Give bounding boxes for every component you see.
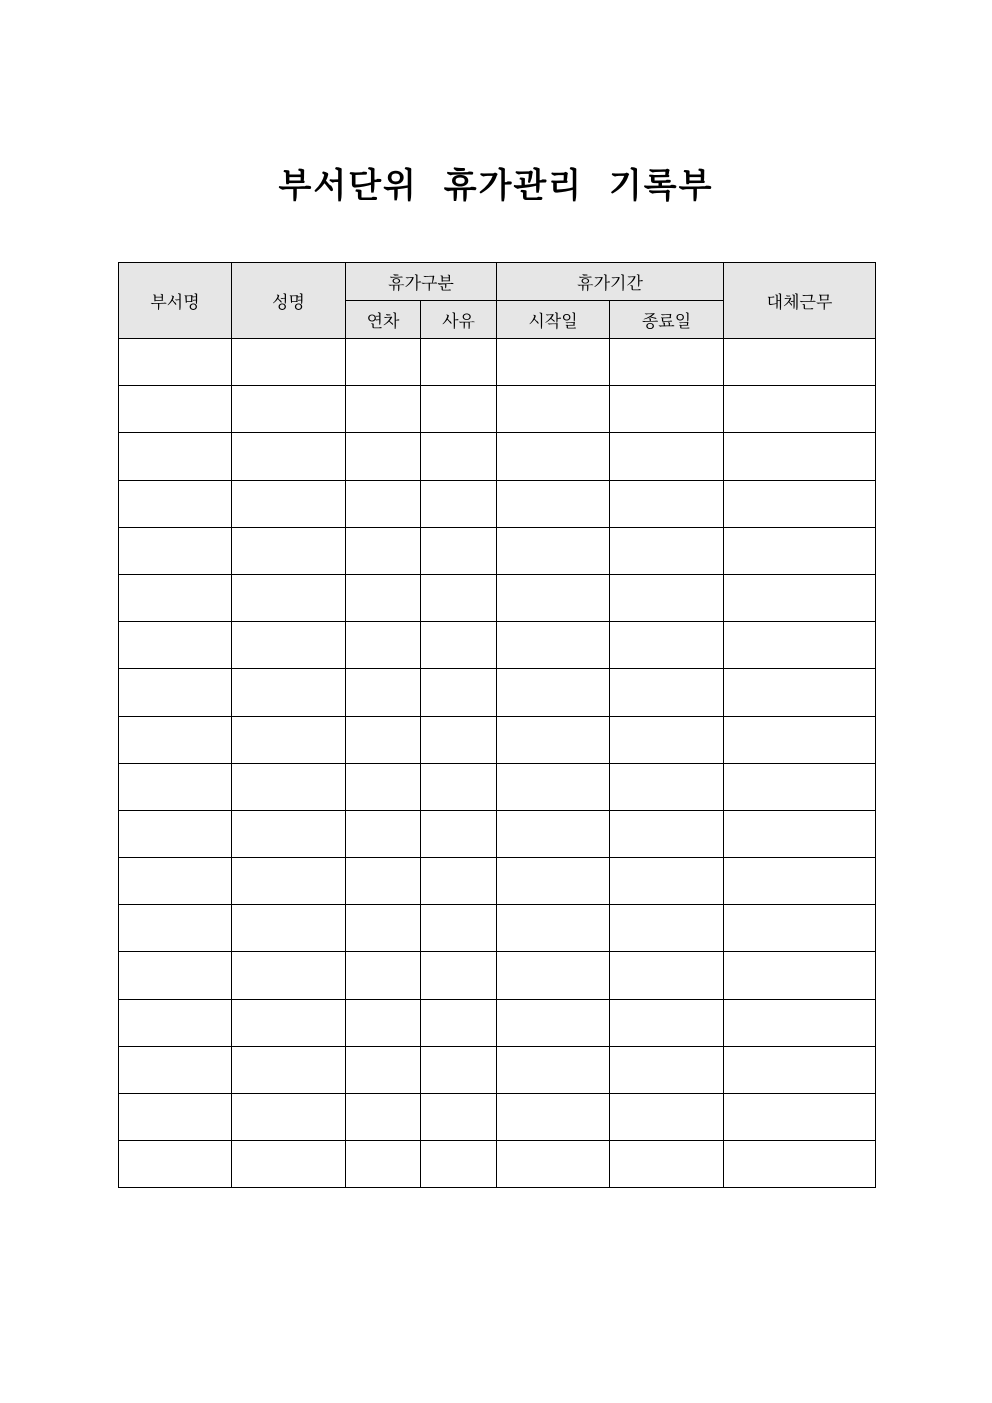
header-dept: 부서명 bbox=[119, 263, 232, 339]
name-cell[interactable] bbox=[232, 1094, 346, 1141]
header-start-date: 시작일 bbox=[497, 301, 610, 339]
dept-cell[interactable] bbox=[119, 1141, 232, 1188]
start-date-cell[interactable] bbox=[497, 999, 610, 1046]
end-date-cell[interactable] bbox=[610, 858, 724, 905]
name-cell[interactable] bbox=[232, 858, 346, 905]
table-row bbox=[119, 527, 876, 574]
header-leave-period: 휴가기간 bbox=[497, 263, 724, 301]
table-row bbox=[119, 574, 876, 621]
table-row bbox=[119, 999, 876, 1046]
table-row bbox=[119, 858, 876, 905]
reason-cell[interactable] bbox=[421, 763, 497, 810]
annual-cell[interactable] bbox=[346, 905, 421, 952]
name-cell[interactable] bbox=[232, 716, 346, 763]
reason-cell[interactable] bbox=[421, 339, 497, 386]
table-row bbox=[119, 952, 876, 999]
table-row bbox=[119, 716, 876, 763]
dept-cell[interactable] bbox=[119, 763, 232, 810]
name-cell[interactable] bbox=[232, 763, 346, 810]
table-row bbox=[119, 480, 876, 527]
reason-cell[interactable] bbox=[421, 527, 497, 574]
substitute-cell[interactable] bbox=[724, 952, 876, 999]
end-date-cell[interactable] bbox=[610, 386, 724, 433]
reason-cell[interactable] bbox=[421, 716, 497, 763]
end-date-cell[interactable] bbox=[610, 339, 724, 386]
document-title: 부서단위 휴가관리 기록부 bbox=[278, 166, 714, 206]
header-substitute: 대체근무 bbox=[724, 263, 876, 339]
header-name: 성명 bbox=[232, 263, 346, 339]
annual-cell[interactable] bbox=[346, 386, 421, 433]
end-date-cell[interactable] bbox=[610, 716, 724, 763]
dept-cell[interactable] bbox=[119, 480, 232, 527]
end-date-cell[interactable] bbox=[610, 1094, 724, 1141]
name-cell[interactable] bbox=[232, 386, 346, 433]
name-cell[interactable] bbox=[232, 1046, 346, 1093]
substitute-cell[interactable] bbox=[724, 480, 876, 527]
start-date-cell[interactable] bbox=[497, 905, 610, 952]
start-date-cell[interactable] bbox=[497, 1094, 610, 1141]
substitute-cell[interactable] bbox=[724, 574, 876, 621]
reason-cell[interactable] bbox=[421, 480, 497, 527]
end-date-cell[interactable] bbox=[610, 1046, 724, 1093]
end-date-cell[interactable] bbox=[610, 480, 724, 527]
reason-cell[interactable] bbox=[421, 386, 497, 433]
dept-cell[interactable] bbox=[119, 574, 232, 621]
start-date-cell[interactable] bbox=[497, 669, 610, 716]
reason-cell[interactable] bbox=[421, 810, 497, 857]
end-date-cell[interactable] bbox=[610, 1141, 724, 1188]
start-date-cell[interactable] bbox=[497, 480, 610, 527]
dept-cell[interactable] bbox=[119, 999, 232, 1046]
end-date-cell[interactable] bbox=[610, 763, 724, 810]
table-row bbox=[119, 1094, 876, 1141]
end-date-cell[interactable] bbox=[610, 669, 724, 716]
name-cell[interactable] bbox=[232, 905, 346, 952]
dept-cell[interactable] bbox=[119, 622, 232, 669]
start-date-cell[interactable] bbox=[497, 433, 610, 480]
name-cell[interactable] bbox=[232, 1141, 346, 1188]
start-date-cell[interactable] bbox=[497, 622, 610, 669]
reason-cell[interactable] bbox=[421, 574, 497, 621]
start-date-cell[interactable] bbox=[497, 810, 610, 857]
substitute-cell[interactable] bbox=[724, 905, 876, 952]
substitute-cell[interactable] bbox=[724, 858, 876, 905]
reason-cell[interactable] bbox=[421, 858, 497, 905]
annual-cell[interactable] bbox=[346, 1141, 421, 1188]
annual-cell[interactable] bbox=[346, 810, 421, 857]
end-date-cell[interactable] bbox=[610, 810, 724, 857]
reason-cell[interactable] bbox=[421, 1094, 497, 1141]
name-cell[interactable] bbox=[232, 480, 346, 527]
dept-cell[interactable] bbox=[119, 905, 232, 952]
name-cell[interactable] bbox=[232, 527, 346, 574]
dept-cell[interactable] bbox=[119, 386, 232, 433]
start-date-cell[interactable] bbox=[497, 339, 610, 386]
annual-cell[interactable] bbox=[346, 716, 421, 763]
dept-cell[interactable] bbox=[119, 1046, 232, 1093]
annual-cell[interactable] bbox=[346, 858, 421, 905]
end-date-cell[interactable] bbox=[610, 999, 724, 1046]
header-leave-type: 휴가구분 bbox=[346, 263, 497, 301]
table-row bbox=[119, 1046, 876, 1093]
header-reason: 사유 bbox=[421, 301, 497, 339]
start-date-cell[interactable] bbox=[497, 527, 610, 574]
substitute-cell[interactable] bbox=[724, 339, 876, 386]
substitute-cell[interactable] bbox=[724, 716, 876, 763]
reason-cell[interactable] bbox=[421, 1141, 497, 1188]
start-date-cell[interactable] bbox=[497, 574, 610, 621]
end-date-cell[interactable] bbox=[610, 574, 724, 621]
table-row bbox=[119, 622, 876, 669]
name-cell[interactable] bbox=[232, 574, 346, 621]
table-row bbox=[119, 433, 876, 480]
dept-cell[interactable] bbox=[119, 716, 232, 763]
dept-cell[interactable] bbox=[119, 810, 232, 857]
dept-cell[interactable] bbox=[119, 527, 232, 574]
substitute-cell[interactable] bbox=[724, 999, 876, 1046]
start-date-cell[interactable] bbox=[497, 716, 610, 763]
reason-cell[interactable] bbox=[421, 905, 497, 952]
table-row bbox=[119, 1141, 876, 1188]
table-header bbox=[119, 263, 876, 339]
substitute-cell[interactable] bbox=[724, 622, 876, 669]
name-cell[interactable] bbox=[232, 999, 346, 1046]
table-row bbox=[119, 386, 876, 433]
reason-cell[interactable] bbox=[421, 1046, 497, 1093]
reason-cell[interactable] bbox=[421, 669, 497, 716]
dept-cell[interactable] bbox=[119, 433, 232, 480]
start-date-cell[interactable] bbox=[497, 858, 610, 905]
table-body bbox=[119, 339, 876, 1188]
reason-cell[interactable] bbox=[421, 622, 497, 669]
reason-cell[interactable] bbox=[421, 999, 497, 1046]
reason-cell[interactable] bbox=[421, 433, 497, 480]
name-cell[interactable] bbox=[232, 339, 346, 386]
annual-cell[interactable] bbox=[346, 669, 421, 716]
annual-cell[interactable] bbox=[346, 952, 421, 999]
start-date-cell[interactable] bbox=[497, 1141, 610, 1188]
annual-cell[interactable] bbox=[346, 339, 421, 386]
start-date-cell[interactable] bbox=[497, 386, 610, 433]
reason-cell[interactable] bbox=[421, 952, 497, 999]
leave-record-table bbox=[118, 262, 876, 1188]
annual-cell[interactable] bbox=[346, 527, 421, 574]
substitute-cell[interactable] bbox=[724, 527, 876, 574]
substitute-cell[interactable] bbox=[724, 1141, 876, 1188]
annual-cell[interactable] bbox=[346, 574, 421, 621]
header-annual: 연차 bbox=[346, 301, 421, 339]
start-date-cell[interactable] bbox=[497, 952, 610, 999]
annual-cell[interactable] bbox=[346, 480, 421, 527]
substitute-cell[interactable] bbox=[724, 810, 876, 857]
end-date-cell[interactable] bbox=[610, 952, 724, 999]
annual-cell[interactable] bbox=[346, 999, 421, 1046]
dept-cell[interactable] bbox=[119, 669, 232, 716]
substitute-cell[interactable] bbox=[724, 386, 876, 433]
end-date-cell[interactable] bbox=[610, 433, 724, 480]
table-row bbox=[119, 669, 876, 716]
name-cell[interactable] bbox=[232, 952, 346, 999]
name-cell[interactable] bbox=[232, 622, 346, 669]
start-date-cell[interactable] bbox=[497, 1046, 610, 1093]
table-row bbox=[119, 339, 876, 386]
table-row bbox=[119, 763, 876, 810]
substitute-cell[interactable] bbox=[724, 763, 876, 810]
annual-cell[interactable] bbox=[346, 1094, 421, 1141]
dept-cell[interactable] bbox=[119, 1094, 232, 1141]
end-date-cell[interactable] bbox=[610, 527, 724, 574]
dept-cell[interactable] bbox=[119, 339, 232, 386]
start-date-cell[interactable] bbox=[497, 763, 610, 810]
dept-cell[interactable] bbox=[119, 952, 232, 999]
name-cell[interactable] bbox=[232, 433, 346, 480]
annual-cell[interactable] bbox=[346, 622, 421, 669]
table-row bbox=[119, 905, 876, 952]
annual-cell[interactable] bbox=[346, 763, 421, 810]
name-cell[interactable] bbox=[232, 669, 346, 716]
substitute-cell[interactable] bbox=[724, 433, 876, 480]
header-end-date: 종료일 bbox=[610, 301, 724, 339]
substitute-cell[interactable] bbox=[724, 1046, 876, 1093]
substitute-cell[interactable] bbox=[724, 1094, 876, 1141]
substitute-cell[interactable] bbox=[724, 669, 876, 716]
name-cell[interactable] bbox=[232, 810, 346, 857]
end-date-cell[interactable] bbox=[610, 905, 724, 952]
annual-cell[interactable] bbox=[346, 433, 421, 480]
dept-cell[interactable] bbox=[119, 858, 232, 905]
end-date-cell[interactable] bbox=[610, 622, 724, 669]
header-row-top bbox=[119, 263, 876, 301]
annual-cell[interactable] bbox=[346, 1046, 421, 1093]
table-row bbox=[119, 810, 876, 857]
